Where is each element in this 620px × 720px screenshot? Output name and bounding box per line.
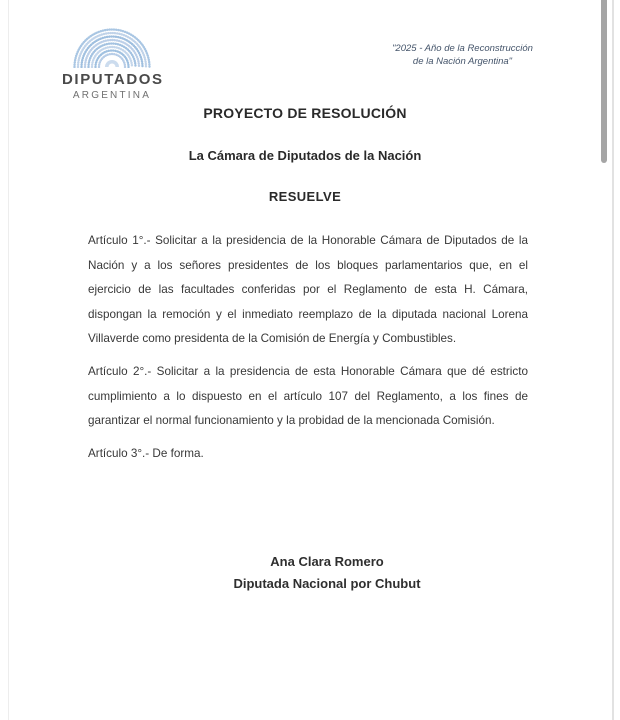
motto-line-2: de la Nación Argentina"	[412, 56, 513, 67]
chamber-heading: La Cámara de Diputados de la Nación	[188, 148, 422, 163]
hemicycle-icon	[72, 24, 152, 68]
logo-subtitle: ARGENTINA	[72, 90, 152, 101]
signature-block	[117, 551, 537, 595]
vertical-scrollbar-thumb[interactable]	[601, 0, 607, 163]
article-1-paragraph: Artículo 1°.- Solicitar a la presidencia de la Honorable Cámara de Diputados de la Nación y a los señores presidentes de los bloques parlamentarios que, en el ejercicio de las facultades conferidas por el Reglamento de esta H. Cámara, dispongan la remoción y el inmediato reemplazo de la diputada nacional Lorena Villaverde como presidenta de la Comisión de Energía y Combustibles.	[88, 234, 528, 346]
motto-line-1: "2025 - Año de la Reconstrucción	[392, 43, 533, 54]
document-title: PROYECTO DE RESOLUCIÓN	[203, 105, 407, 121]
signer-role: Diputada Nacional por Chubut	[233, 576, 421, 591]
year-motto	[375, 42, 550, 68]
page-right-border	[612, 0, 614, 720]
article-3-paragraph: Artículo 3°.- De forma.	[88, 446, 204, 460]
logo-title: DIPUTADOS	[62, 71, 164, 88]
articles-body	[88, 229, 528, 466]
diputados-logo	[62, 24, 162, 101]
resolves-heading: RESUELVE	[268, 189, 342, 204]
signer-name: Ana Clara Romero	[270, 554, 384, 569]
article-2-paragraph: Artículo 2°.- Solicitar a la presidencia de esta Honorable Cámara que dé estricto cumplimiento a lo dispuesto en el artículo 107 del Reglamento, a los fines de garantizar el normal funcionamiento y la probidad de la mencionada Comisión.	[88, 364, 528, 428]
